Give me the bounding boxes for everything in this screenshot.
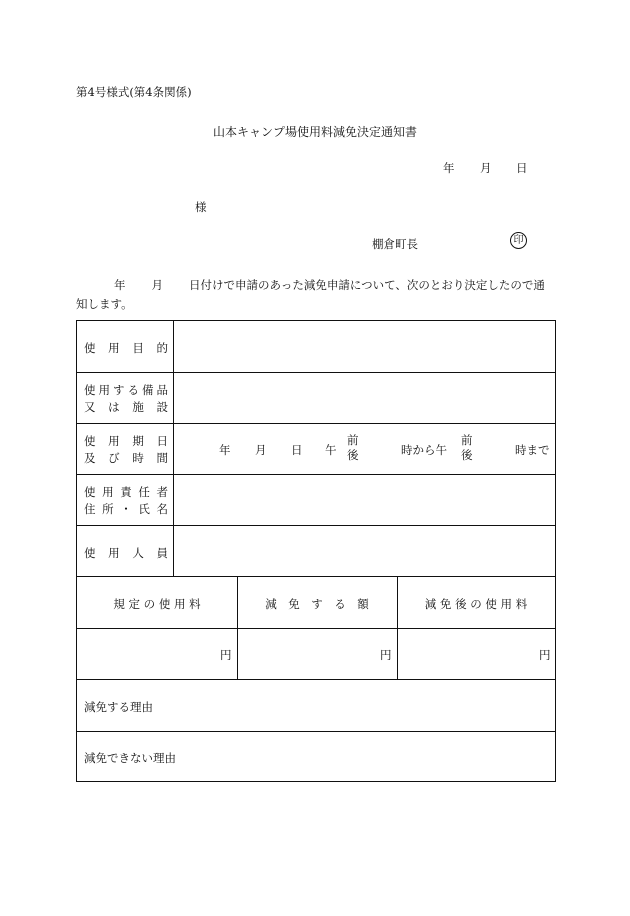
reduced-fee-header: 減 免 後 の 使 用 料 [424,597,528,611]
recipient-honorific: 様 [195,200,207,214]
period-am-pm-end: 前 後 [461,433,473,462]
purpose-label: 使 用 目 的 [84,341,168,355]
period-month: 月 [255,443,267,457]
notice-body [76,276,556,314]
reduction-reason-label: 減免する理由 [84,700,153,714]
body-month: 月 [151,278,163,292]
body-text-2: 知します。 [76,297,133,311]
period-label: 使 用 期 日 及 び 時 間 [84,434,168,465]
standard-fee-yen: 円 [220,648,232,662]
standard-fee-header: 規 定 の 使 用 料 [113,597,201,611]
decision-table [76,320,556,782]
body-year: 年 [114,278,126,292]
period-from: 時から午 [401,443,447,457]
reduction-amount-header: 減 免 す る 額 [265,597,369,611]
date-day-label: 日 [516,161,528,175]
body-text-1: 日付けで申請のあった減免申請について、次のとおり決定したので通 [189,278,545,292]
no-reduction-reason-label: 減免できない理由 [84,751,176,765]
date-year-label: 年 [443,161,455,175]
date-month-label: 月 [480,161,492,175]
equipment-label: 使 用 す る 備 品 又 は 施 設 [84,383,168,414]
responsible-label: 使 用 責 任 者 住 所 ・ 氏 名 [84,485,168,516]
period-go-prefix: 午 [325,443,337,457]
issuer-name: 棚倉町長 [372,237,418,251]
reduced-fee-yen: 円 [539,648,551,662]
document-title: 山本キャンプ場使用料減免決定通知書 [212,125,417,139]
period-until: 時まで [515,443,550,457]
reduction-amount-yen: 円 [380,648,392,662]
period-am-pm-start: 前 後 [347,433,359,462]
period-day: 日 [291,443,303,457]
seal-mark: 印 [510,232,527,249]
form-number: 第4号様式(第4条関係) [76,85,192,99]
period-year: 年 [219,443,231,457]
persons-label: 使 用 人 員 [84,546,168,560]
